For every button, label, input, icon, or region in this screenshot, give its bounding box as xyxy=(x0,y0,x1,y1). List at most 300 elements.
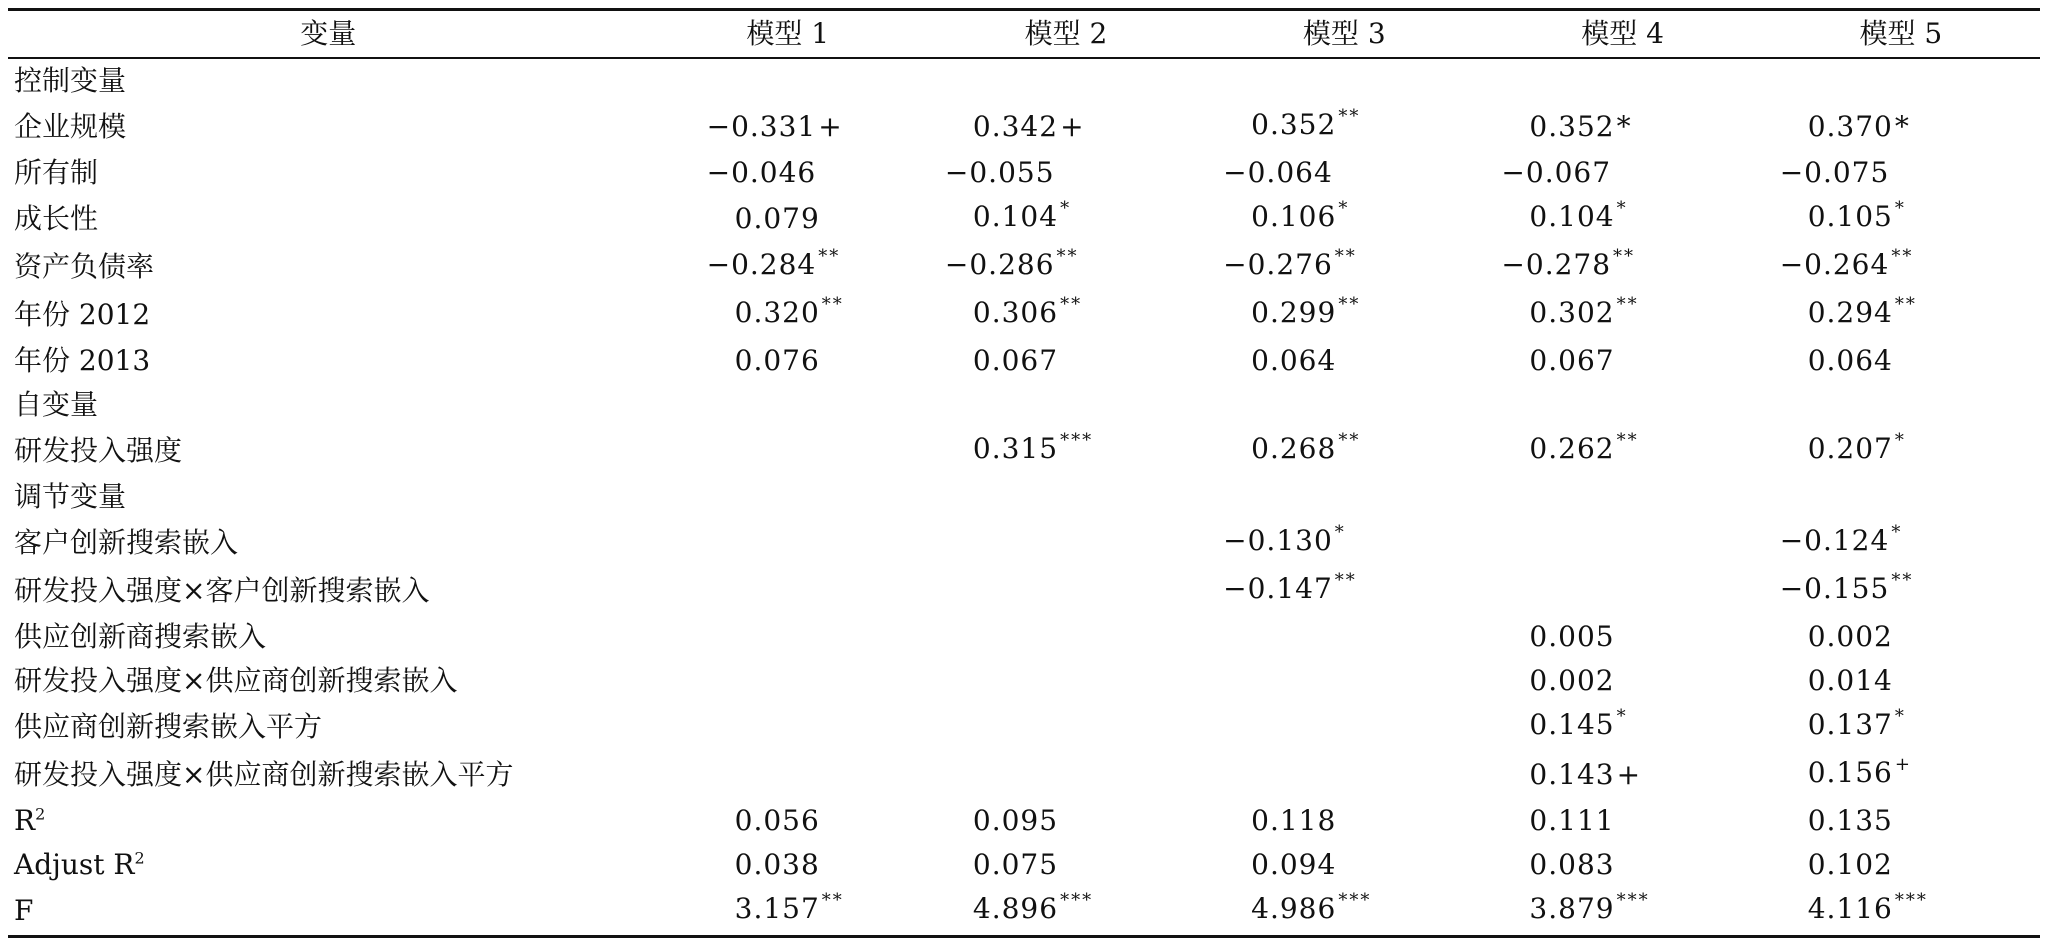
cell-model-2 xyxy=(927,243,1205,291)
coefficient-value: 0.076 xyxy=(734,344,820,377)
cell-value-group xyxy=(735,291,844,339)
cell-model-5 xyxy=(1762,291,2040,339)
cell-value-group xyxy=(945,151,1055,195)
row-label xyxy=(8,58,649,103)
significance-marker: * xyxy=(1616,706,1628,727)
coefficient-value: 0.111 xyxy=(1529,804,1615,837)
cell-model-4 xyxy=(1483,427,1761,475)
cell-model-3 xyxy=(1205,751,1483,799)
cell-value-group xyxy=(1529,703,1627,751)
coefficient-value: 0.135 xyxy=(1807,804,1893,837)
cell-value-group xyxy=(1251,291,1360,339)
header-model-2: 模型 2 xyxy=(1024,17,1108,50)
cell-model-5 xyxy=(1762,339,2040,383)
coefficient-value: 0.038 xyxy=(734,848,820,881)
table-row xyxy=(8,567,2040,615)
cell-model-4 xyxy=(1483,195,1761,243)
cell-model-3 xyxy=(1205,703,1483,751)
cell-model-3 xyxy=(1205,339,1483,383)
table-header xyxy=(8,10,2040,59)
coefficient-value: −0.055 xyxy=(944,156,1055,189)
row-label-text: 研发投入强度×客户创新搜索嵌入 xyxy=(14,574,430,607)
table-row xyxy=(8,383,2040,427)
cell-value-group xyxy=(735,197,820,241)
cell-model-5 xyxy=(1762,659,2040,703)
coefficient-value: 0.056 xyxy=(734,804,820,837)
cell-value-group xyxy=(1780,567,1914,615)
cell-value-group xyxy=(707,243,841,291)
cell-value-group xyxy=(707,105,842,149)
cell-model-2 xyxy=(927,519,1205,567)
cell-model-3 xyxy=(1205,243,1483,291)
row-label xyxy=(8,843,649,887)
cell-model-5 xyxy=(1762,615,2040,659)
coefficient-value: 0.079 xyxy=(734,202,820,235)
cell-value-group xyxy=(1251,799,1336,843)
cell-value-group xyxy=(1529,659,1614,703)
row-label-superscript: 2 xyxy=(134,848,145,868)
cell-model-3 xyxy=(1205,195,1483,243)
cell-model-5 xyxy=(1762,427,2040,475)
coefficient-value: 0.014 xyxy=(1807,664,1893,697)
cell-model-4 xyxy=(1483,519,1761,567)
cell-model-5 xyxy=(1762,383,2040,427)
row-label-text: 企业规模 xyxy=(14,110,127,143)
significance-marker: + xyxy=(818,110,842,143)
row-label xyxy=(8,383,649,427)
cell-value-group xyxy=(1780,519,1903,567)
significance-marker: *** xyxy=(1060,890,1094,911)
coefficient-value: −0.278 xyxy=(1501,248,1612,281)
row-label-text: 所有制 xyxy=(14,156,99,189)
significance-marker: * xyxy=(1338,198,1350,219)
cell-value-group xyxy=(973,799,1058,843)
coefficient-value: 0.262 xyxy=(1529,432,1615,465)
coefficient-value: 0.143 xyxy=(1529,758,1615,791)
cell-model-4 xyxy=(1483,703,1761,751)
cell-model-2 xyxy=(927,195,1205,243)
cell-model-1 xyxy=(649,567,927,615)
header-row xyxy=(8,10,2040,59)
coefficient-value: −0.075 xyxy=(1779,156,1890,189)
coefficient-value: 0.145 xyxy=(1529,708,1615,741)
row-label-text: 研发投入强度×供应商创新搜索嵌入 xyxy=(14,664,458,697)
cell-model-1 xyxy=(649,843,927,887)
row-label xyxy=(8,751,649,799)
table-row xyxy=(8,243,2040,291)
cell-model-3 xyxy=(1205,567,1483,615)
cell-value-group xyxy=(1251,843,1336,887)
cell-value-group xyxy=(1529,339,1614,383)
table-row xyxy=(8,799,2040,843)
row-label-text: 控制变量 xyxy=(14,64,127,97)
row-label xyxy=(8,427,649,475)
cell-model-5 xyxy=(1762,151,2040,195)
cell-model-4 xyxy=(1483,659,1761,703)
header-model-4: 模型 4 xyxy=(1581,17,1664,50)
cell-model-5 xyxy=(1762,58,2040,103)
table-row xyxy=(8,291,2040,339)
coefficient-value: 0.207 xyxy=(1807,432,1893,465)
cell-model-1 xyxy=(649,58,927,103)
cell-value-group xyxy=(1529,799,1614,843)
significance-marker: * xyxy=(1060,198,1072,219)
coefficient-value: 0.268 xyxy=(1251,432,1337,465)
significance-marker: ** xyxy=(1616,430,1639,451)
cell-value-group xyxy=(1529,195,1627,243)
cell-value-group xyxy=(1251,427,1360,475)
coefficient-value: 0.104 xyxy=(1529,200,1615,233)
cell-model-2 xyxy=(927,751,1205,799)
cell-model-5 xyxy=(1762,703,2040,751)
table-row xyxy=(8,519,2040,567)
cell-model-4 xyxy=(1483,799,1761,843)
cell-model-1 xyxy=(649,383,927,427)
row-label-text: 供应创新商搜索嵌入 xyxy=(14,620,267,653)
cell-model-5 xyxy=(1762,243,2040,291)
header-model-5: 模型 5 xyxy=(1859,17,1943,50)
cell-value-group xyxy=(973,339,1058,383)
cell-model-4 xyxy=(1483,339,1761,383)
significance-marker: ** xyxy=(818,246,841,267)
significance-marker: ** xyxy=(821,890,844,911)
coefficient-value: 0.005 xyxy=(1529,620,1615,653)
cell-value-group xyxy=(1808,195,1906,243)
significance-marker: ** xyxy=(1338,430,1361,451)
coefficient-value: 0.315 xyxy=(972,432,1059,465)
cell-model-2 xyxy=(927,703,1205,751)
coefficient-value: −0.286 xyxy=(944,248,1055,281)
cell-value-group xyxy=(1808,339,1893,383)
significance-marker: ** xyxy=(1616,294,1639,315)
coefficient-value: −0.276 xyxy=(1223,248,1333,281)
cell-model-5 xyxy=(1762,567,2040,615)
coefficient-value: 0.064 xyxy=(1807,344,1893,377)
coefficient-value: 0.083 xyxy=(1529,848,1615,881)
significance-marker: ** xyxy=(1891,246,1914,267)
cell-value-group xyxy=(735,339,820,383)
cell-model-1 xyxy=(649,291,927,339)
table-row xyxy=(8,103,2040,151)
significance-marker: ** xyxy=(1891,570,1914,591)
cell-value-group xyxy=(1780,151,1890,195)
cell-model-1 xyxy=(649,751,927,799)
significance-marker: ** xyxy=(1056,246,1079,267)
cell-value-group xyxy=(1808,659,1893,703)
cell-model-2 xyxy=(927,659,1205,703)
row-label-text: 资产负债率 xyxy=(14,250,155,283)
cell-value-group xyxy=(973,105,1084,149)
cell-model-2 xyxy=(927,151,1205,195)
cell-model-4 xyxy=(1483,383,1761,427)
row-label-text: F xyxy=(14,894,34,927)
cell-value-group xyxy=(735,799,820,843)
cell-value-group xyxy=(1501,243,1635,291)
coefficient-value: 0.294 xyxy=(1807,296,1893,329)
table-row xyxy=(8,615,2040,659)
row-label xyxy=(8,339,649,383)
cell-value-group xyxy=(1808,751,1912,799)
coefficient-value: 0.095 xyxy=(972,804,1059,837)
row-label-text: 自变量 xyxy=(14,388,99,421)
cell-model-1 xyxy=(649,519,927,567)
coefficient-value: 0.064 xyxy=(1251,344,1337,377)
cell-model-5 xyxy=(1762,103,2040,151)
significance-marker: ** xyxy=(1613,246,1636,267)
cell-model-1 xyxy=(649,703,927,751)
cell-value-group xyxy=(1808,843,1893,887)
coefficient-value: 0.104 xyxy=(972,200,1059,233)
row-label xyxy=(8,195,649,243)
significance-marker: *** xyxy=(1060,430,1094,451)
row-label xyxy=(8,703,649,751)
cell-value-group xyxy=(1808,615,1893,659)
cell-model-3 xyxy=(1205,383,1483,427)
cell-value-group xyxy=(1251,339,1336,383)
significance-marker: *** xyxy=(1894,890,1928,911)
cell-model-2 xyxy=(927,383,1205,427)
cell-value-group xyxy=(1529,427,1638,475)
cell-value-group xyxy=(973,427,1093,475)
cell-model-4 xyxy=(1483,751,1761,799)
significance-marker: * xyxy=(1891,522,1903,543)
coefficient-value: 0.067 xyxy=(1529,344,1615,377)
cell-model-3 xyxy=(1205,799,1483,843)
coefficient-value: 0.105 xyxy=(1807,200,1893,233)
coefficient-value: 0.106 xyxy=(1251,200,1337,233)
cell-value-group xyxy=(1808,291,1917,339)
coefficient-value: −0.046 xyxy=(706,156,817,189)
cell-model-3 xyxy=(1205,151,1483,195)
cell-value-group xyxy=(1529,843,1614,887)
coefficient-value: 0.137 xyxy=(1807,708,1893,741)
coefficient-value: 0.352 xyxy=(1251,108,1337,141)
coefficient-value: 0.370 xyxy=(1807,110,1893,143)
cell-model-5 xyxy=(1762,843,2040,887)
row-label-text: 成长性 xyxy=(14,202,99,235)
cell-value-group xyxy=(1529,615,1614,659)
table-row xyxy=(8,475,2040,519)
row-label-text: 研发投入强度 xyxy=(14,434,183,467)
significance-marker: * xyxy=(1894,198,1906,219)
cell-model-4 xyxy=(1483,151,1761,195)
cell-value-group xyxy=(1251,887,1371,935)
coefficient-value: −0.067 xyxy=(1501,156,1612,189)
coefficient-value: 0.156 xyxy=(1807,756,1893,789)
cell-value-group xyxy=(1223,243,1357,291)
table-row xyxy=(8,751,2040,799)
cell-model-2 xyxy=(927,103,1205,151)
cell-model-1 xyxy=(649,339,927,383)
significance-marker: ** xyxy=(1894,294,1917,315)
significance-marker: * xyxy=(1616,110,1631,143)
significance-marker: + xyxy=(1616,758,1641,791)
cell-model-3 xyxy=(1205,427,1483,475)
coefficient-value: 0.118 xyxy=(1251,804,1337,837)
table-row xyxy=(8,843,2040,887)
significance-marker: ** xyxy=(1334,246,1357,267)
table-row xyxy=(8,427,2040,475)
cell-model-5 xyxy=(1762,519,2040,567)
cell-value-group xyxy=(945,243,1079,291)
cell-model-5 xyxy=(1762,751,2040,799)
cell-value-group xyxy=(1223,151,1333,195)
coefficient-value: 0.067 xyxy=(972,344,1059,377)
cell-model-2 xyxy=(927,799,1205,843)
cell-model-4 xyxy=(1483,475,1761,519)
coefficient-value: 4.986 xyxy=(1251,892,1337,925)
significance-marker: * xyxy=(1894,110,1909,143)
row-label xyxy=(8,799,649,843)
coefficient-value: −0.064 xyxy=(1223,156,1333,189)
cell-model-1 xyxy=(649,243,927,291)
cell-value-group xyxy=(973,291,1082,339)
significance-marker: ** xyxy=(821,294,844,315)
cell-model-1 xyxy=(649,475,927,519)
cell-model-5 xyxy=(1762,195,2040,243)
coefficient-value: 0.299 xyxy=(1251,296,1337,329)
significance-marker: * xyxy=(1894,430,1906,451)
cell-model-1 xyxy=(649,427,927,475)
cell-value-group xyxy=(1529,887,1649,935)
cell-value-group xyxy=(1251,195,1349,243)
significance-marker: + xyxy=(1894,754,1912,775)
cell-value-group xyxy=(1223,567,1357,615)
cell-value-group xyxy=(1780,243,1914,291)
row-label xyxy=(8,243,649,291)
significance-marker: ** xyxy=(1338,106,1361,127)
cell-value-group xyxy=(735,887,844,935)
coefficient-value: −0.284 xyxy=(706,248,817,281)
significance-marker: ** xyxy=(1060,294,1083,315)
significance-marker: *** xyxy=(1338,890,1372,911)
row-label-text: 供应商创新搜索嵌入平方 xyxy=(14,710,323,743)
cell-model-1 xyxy=(649,659,927,703)
cell-model-2 xyxy=(927,339,1205,383)
significance-marker: *** xyxy=(1616,890,1650,911)
cell-model-3 xyxy=(1205,291,1483,339)
cell-model-3 xyxy=(1205,843,1483,887)
coefficient-value: −0.331 xyxy=(706,110,817,143)
row-label xyxy=(8,291,649,339)
coefficient-value: 3.879 xyxy=(1529,892,1615,925)
cell-value-group xyxy=(1251,103,1360,151)
cell-value-group xyxy=(1808,427,1906,475)
row-label xyxy=(8,103,649,151)
cell-value-group xyxy=(707,151,817,195)
row-label-superscript: 2 xyxy=(35,804,46,824)
cell-value-group xyxy=(1529,105,1630,149)
cell-model-5 xyxy=(1762,799,2040,843)
coefficient-value: 4.896 xyxy=(972,892,1059,925)
regression-results-table xyxy=(8,8,2040,938)
coefficient-value: 4.116 xyxy=(1807,892,1893,925)
coefficient-value: −0.130 xyxy=(1223,524,1333,557)
coefficient-value: −0.264 xyxy=(1779,248,1890,281)
cell-model-4 xyxy=(1483,615,1761,659)
cell-model-1 xyxy=(649,615,927,659)
cell-model-2 xyxy=(927,291,1205,339)
table-body xyxy=(8,58,2040,937)
row-label xyxy=(8,519,649,567)
cell-model-2 xyxy=(927,843,1205,887)
significance-marker: ** xyxy=(1338,294,1361,315)
header-variable: 变量 xyxy=(300,17,357,50)
coefficient-value: 0.002 xyxy=(1807,620,1893,653)
cell-value-group xyxy=(1808,105,1909,149)
row-label-text: 年份 2013 xyxy=(14,344,151,377)
significance-marker: * xyxy=(1334,522,1346,543)
coefficient-value: 0.342 xyxy=(972,110,1059,143)
cell-model-3 xyxy=(1205,519,1483,567)
row-label-text: R xyxy=(14,804,36,837)
cell-model-2 xyxy=(927,567,1205,615)
cell-value-group xyxy=(735,843,820,887)
table-row xyxy=(8,659,2040,703)
row-label-text: 年份 2012 xyxy=(14,298,151,331)
cell-value-group xyxy=(1529,753,1640,797)
cell-model-4 xyxy=(1483,843,1761,887)
cell-model-4 xyxy=(1483,291,1761,339)
cell-model-1 xyxy=(649,195,927,243)
coefficient-value: 3.157 xyxy=(734,892,820,925)
cell-model-3 xyxy=(1205,58,1483,103)
coefficient-value: 0.320 xyxy=(734,296,820,329)
cell-value-group xyxy=(973,195,1071,243)
coefficient-value: −0.147 xyxy=(1223,572,1333,605)
table-row xyxy=(8,58,2040,103)
coefficient-value: 0.002 xyxy=(1529,664,1615,697)
cell-model-4 xyxy=(1483,58,1761,103)
cell-value-group xyxy=(1808,799,1893,843)
header-model-3: 模型 3 xyxy=(1302,17,1386,50)
coefficient-value: 0.094 xyxy=(1251,848,1337,881)
table-row xyxy=(8,195,2040,243)
cell-value-group xyxy=(1808,887,1928,935)
row-label xyxy=(8,659,649,703)
cell-model-1 xyxy=(649,799,927,843)
row-label xyxy=(8,615,649,659)
coefficient-value: 0.352 xyxy=(1529,110,1615,143)
coefficient-value: 0.075 xyxy=(972,848,1059,881)
regression-table-container xyxy=(8,8,2040,938)
cell-model-4 xyxy=(1483,103,1761,151)
coefficient-value: 0.306 xyxy=(972,296,1059,329)
row-label xyxy=(8,151,649,195)
significance-marker: ** xyxy=(1334,570,1357,591)
coefficient-value: −0.124 xyxy=(1779,524,1890,557)
coefficient-value: 0.102 xyxy=(1807,848,1893,881)
cell-model-3 xyxy=(1205,615,1483,659)
header-model-1: 模型 1 xyxy=(746,17,830,50)
cell-value-group xyxy=(1529,291,1638,339)
cell-model-2 xyxy=(927,58,1205,103)
coefficient-value: −0.155 xyxy=(1779,572,1890,605)
row-label-text: 研发投入强度×供应商创新搜索嵌入平方 xyxy=(14,758,514,791)
cell-model-1 xyxy=(649,103,927,151)
row-label-text: 调节变量 xyxy=(14,480,127,513)
table-row xyxy=(8,703,2040,751)
row-label xyxy=(8,567,649,615)
cell-value-group xyxy=(1223,519,1346,567)
row-label-text: 客户创新搜索嵌入 xyxy=(14,526,239,559)
cell-value-group xyxy=(973,843,1058,887)
cell-value-group xyxy=(973,887,1093,935)
cell-model-3 xyxy=(1205,659,1483,703)
table-row xyxy=(8,339,2040,383)
cell-model-1 xyxy=(649,151,927,195)
cell-model-5 xyxy=(1762,475,2040,519)
